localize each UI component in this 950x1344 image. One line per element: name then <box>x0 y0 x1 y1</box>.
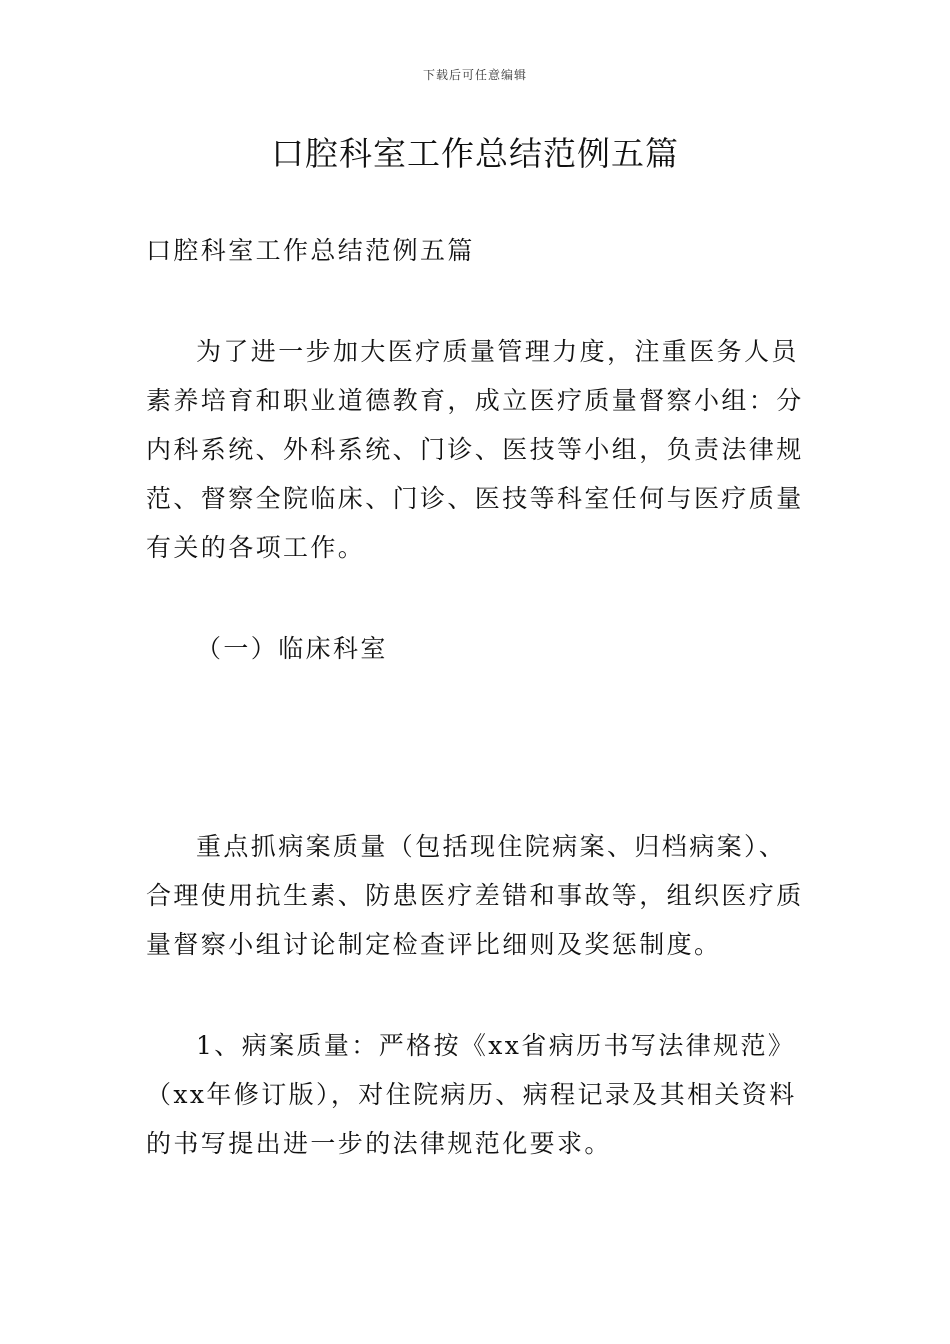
paragraph-item-1: 1、病案质量：严格按《xx省病历书写法律规范》（xx年修订版），对住院病历、病程记录及其相关资料的书写提出进一步的法律规范化要求。 <box>146 1031 797 1158</box>
section-heading-clinical: （一）临床科室 <box>196 634 388 663</box>
paragraph-focus: 重点抓病案质量（包括现住院病案、归档病案）、合理使用抗生素、防患医疗差错和事故等，组织医疗质量督察小组讨论制定检查评比细则及奖惩制度。 <box>146 832 804 959</box>
document-title: 口腔科室工作总结范例五篇 <box>271 134 679 173</box>
paragraph-intro: 为了进一步加大医疗质量管理力度，注重医务人员素养培育和职业道德教育，成立医疗质量督察小组：分内科系统、外科系统、门诊、医技等小组，负责法律规范、督察全院临床、门诊、医技等科室任何与医疗质量有关的各项工作。 <box>146 337 804 562</box>
header-note: 下载后可任意编辑 <box>422 68 527 82</box>
document-subtitle: 口腔科室工作总结范例五篇 <box>146 236 475 265</box>
